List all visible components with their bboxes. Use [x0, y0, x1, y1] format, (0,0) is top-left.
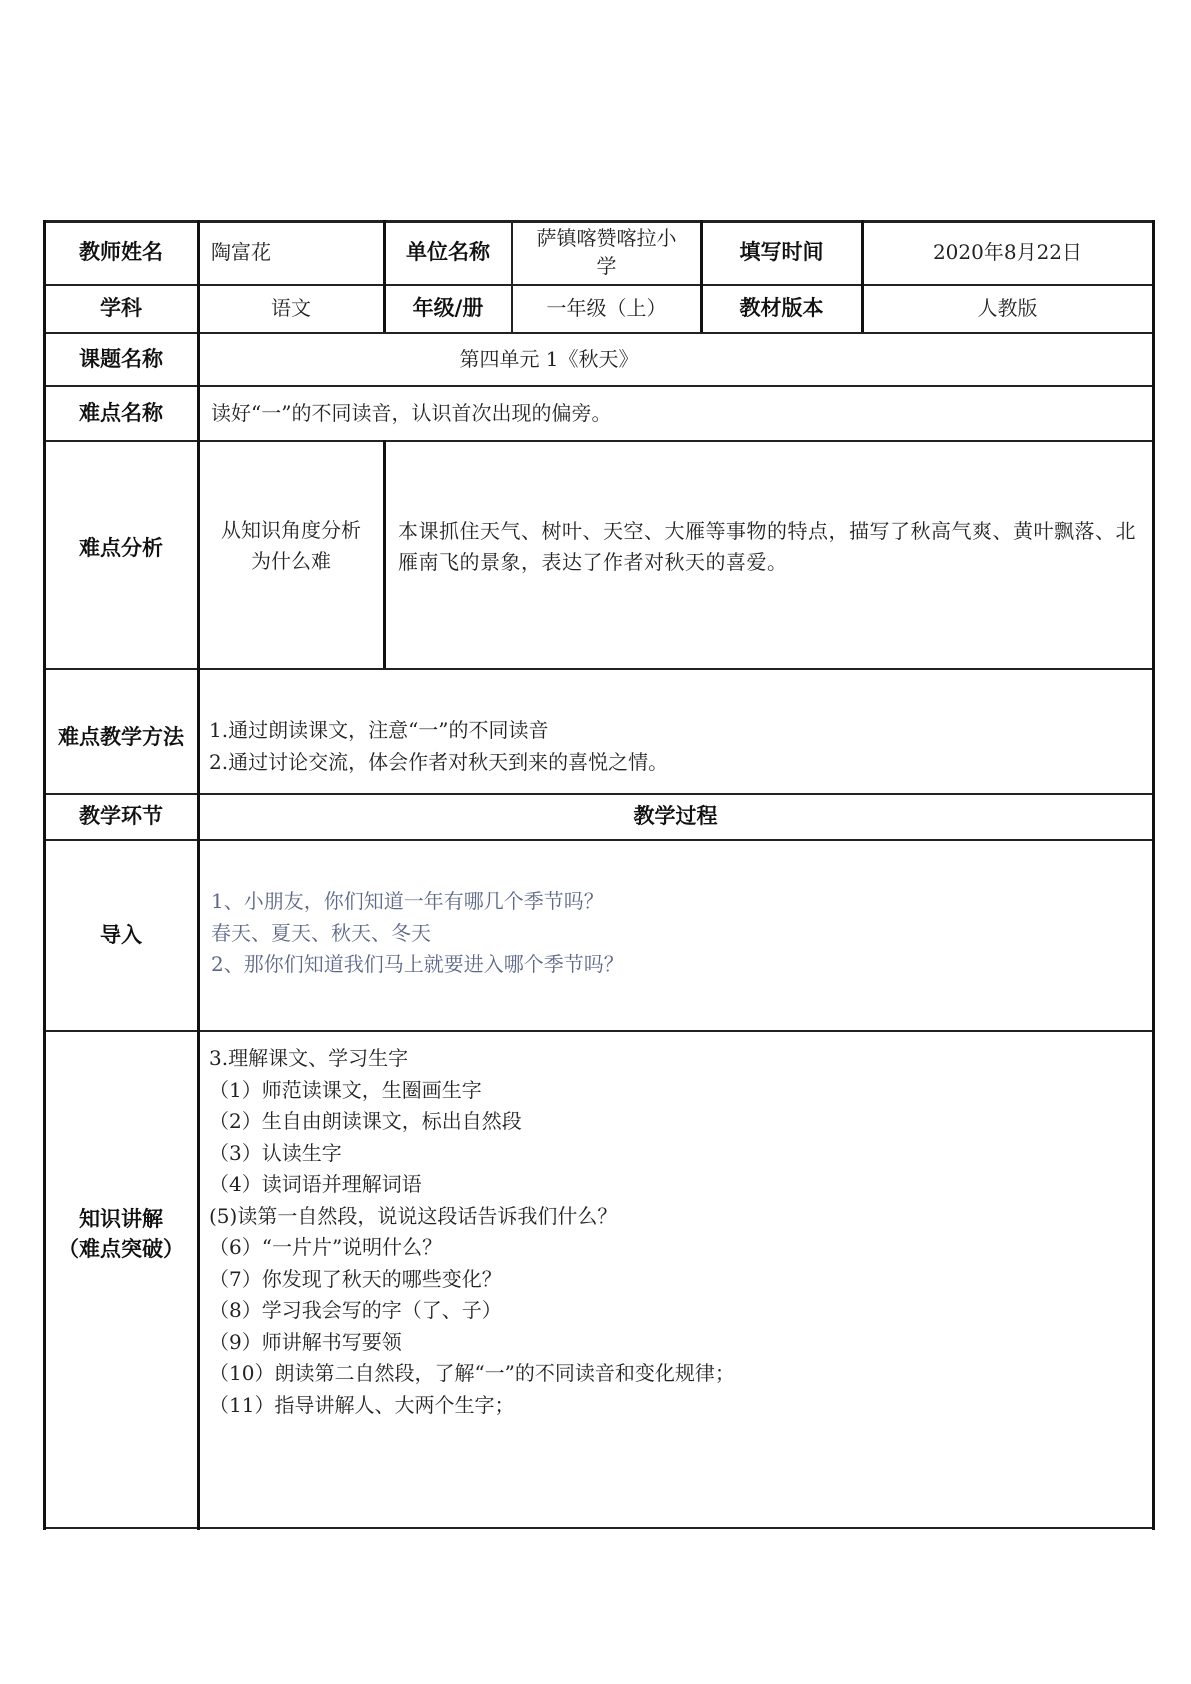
- header-row-1: [43, 220, 1154, 284]
- topic-label: 课题名称: [79, 346, 163, 371]
- intro-row: [43, 839, 1154, 1030]
- knowledge-lines: [199, 1030, 1152, 1527]
- method-line: 1.通过朗读课文，注意“一”的不同读音: [209, 718, 549, 742]
- edition-label: 教材版本: [739, 296, 824, 320]
- teacher-name-label: 教师姓名: [79, 240, 163, 264]
- knowledge-line: （1）师范读课文，生圈画生字: [209, 1077, 482, 1102]
- method-lines: [199, 668, 1152, 793]
- lesson-plan-table: [43, 220, 1154, 1530]
- difficulty-row: [43, 385, 1154, 440]
- knowledge-row: [43, 1030, 1154, 1527]
- topic-row: [43, 332, 1154, 385]
- unit-name-label: 单位名称: [406, 240, 490, 264]
- intro-line: 1、小朋友，你们知道一年有哪几个季节吗？: [211, 889, 604, 913]
- intro-lines: [199, 839, 1152, 1030]
- knowledge-line: （7）你发现了秋天的哪些变化？: [209, 1266, 502, 1291]
- subject-value: 语文: [271, 296, 311, 320]
- teacher-name-value: 陶富花: [211, 240, 271, 264]
- knowledge-line: （3）认读生字: [209, 1140, 342, 1165]
- analysis-text: 本课抓住天气、树叶、天空、大雁等事物的特点，描写了秋高气爽、黄叶飘落、北雁南飞的景象，表达了作者对秋天的喜爱。: [398, 519, 1136, 574]
- analysis-row: [43, 440, 1154, 668]
- process-header-row: [43, 793, 1154, 839]
- grade-label: 年级/册: [412, 296, 484, 320]
- intro-label: 导入: [100, 922, 142, 947]
- date-value: 2020年8月22日: [932, 240, 1083, 264]
- knowledge-line: （4）读词语并理解词语: [209, 1172, 422, 1196]
- table-rule: [43, 1527, 1154, 1529]
- knowledge-label-line1: 知识讲解: [79, 1206, 163, 1231]
- knowledge-line: （8）学习我会写的字（了、子）: [209, 1298, 502, 1322]
- analysis-label: 难点分析: [79, 536, 163, 560]
- subject-label: 学科: [100, 296, 142, 320]
- difficulty-value: 读好“一”的不同读音，认识首次出现的偏旁。: [211, 400, 612, 425]
- grade-value: 一年级（上）: [546, 296, 667, 320]
- knowledge-label: [43, 1030, 199, 1527]
- process-header-label: 教学过程: [633, 804, 718, 828]
- header-row-2: [43, 284, 1154, 332]
- edition-value: 人教版: [977, 296, 1038, 320]
- knowledge-line: （11）指导讲解人、大两个生字；: [209, 1392, 515, 1417]
- intro-line: 春天、夏天、秋天、冬天: [211, 920, 431, 945]
- stage-header-label: 教学环节: [79, 804, 163, 828]
- intro-line: 2、那你们知道我们马上就要进入哪个季节吗？: [211, 952, 624, 976]
- analysis-sub-label: 从知识角度分析为什么难: [221, 518, 361, 573]
- method-line: 2.通过讨论交流，体会作者对秋天到来的喜悦之情。: [209, 749, 669, 774]
- unit-name-value: 萨镇喀赞喀拉小学: [536, 226, 677, 278]
- knowledge-label-line2: （难点突破）: [58, 1236, 184, 1261]
- method-label: 难点教学方法: [58, 724, 184, 749]
- method-row: [43, 668, 1154, 793]
- date-label: 填写时间: [739, 240, 824, 264]
- knowledge-line: （2）生自由朗读课文，标出自然段: [209, 1109, 522, 1133]
- knowledge-line: （6）“一片片”说明什么？: [209, 1235, 443, 1259]
- knowledge-line: (5)读第一自然段，说说这段话告诉我们什么？: [209, 1203, 618, 1228]
- knowledge-line: 3.理解课文、学习生字: [209, 1046, 409, 1070]
- difficulty-label: 难点名称: [79, 400, 163, 425]
- topic-value: 第四单元 1《秋天》: [459, 346, 639, 371]
- knowledge-line: （9）师讲解书写要领: [209, 1329, 402, 1354]
- knowledge-line: （10）朗读第二自然段，了解“一”的不同读音和变化规律；: [209, 1361, 735, 1385]
